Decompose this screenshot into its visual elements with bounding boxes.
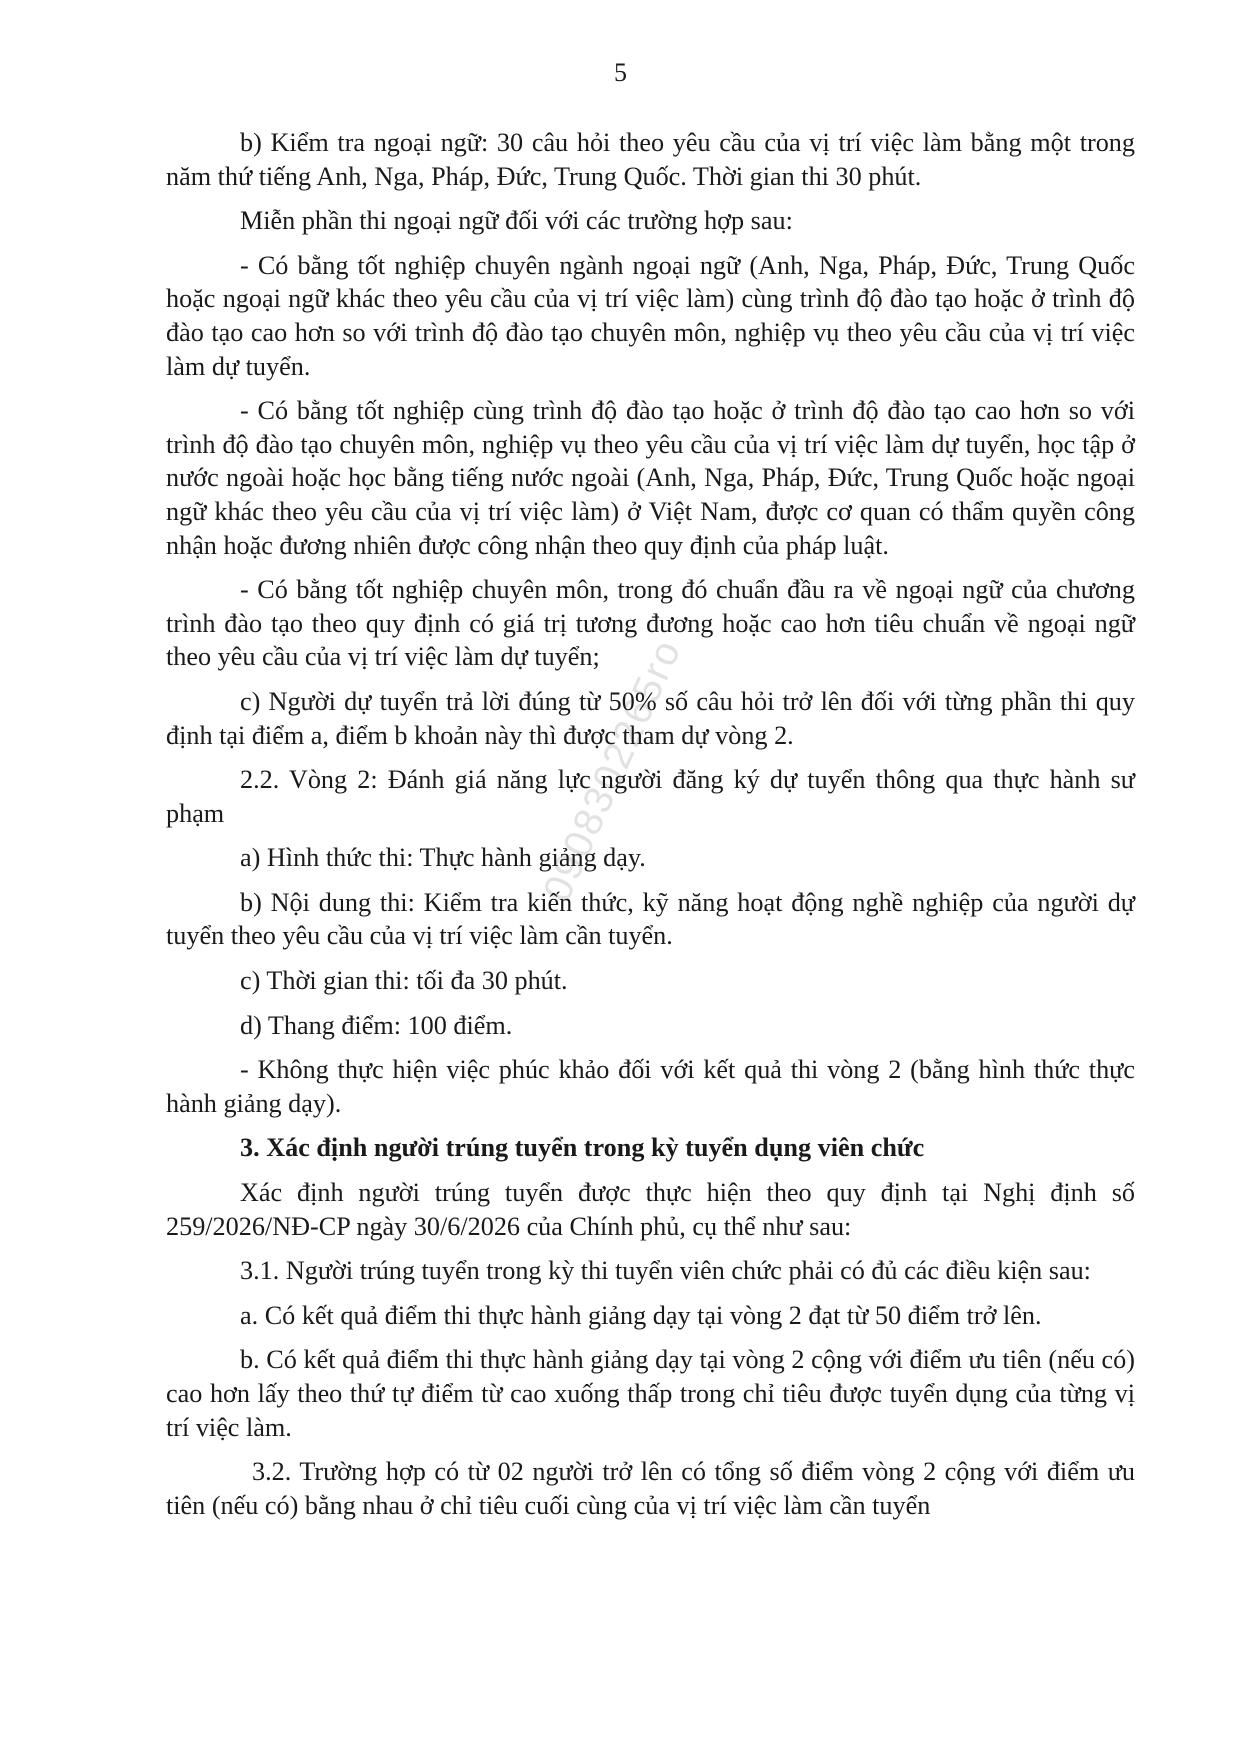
paragraph-3-2: 3.2. Trường hợp có từ 02 người trở lên có tổng số điểm vòng 2 cộng với điểm ưu tiên (nếu có) bằng nhau ở chỉ tiêu cuối cùng của vị trí việc làm cần tuyển: [166, 1457, 1135, 1520]
section-heading-3: 3. Xác định người trúng tuyển trong kỳ tuyển dụng viên chức: [240, 1133, 925, 1163]
paragraph-exam-time: c) Thời gian thi: tối đa 30 phút.: [240, 966, 568, 996]
paragraph-3-1-a: a. Có kết quả điểm thi thực hành giảng dạy tại vòng 2 đạt từ 50 điểm trở lên.: [240, 1300, 1042, 1330]
paragraph-exemption-3: - Có bằng tốt nghiệp chuyên môn, trong đó chuẩn đầu ra về ngoại ngữ của chương trình đào tạo theo quy định có giá trị tương đương hoặc cao hơn tiêu chuẩn về ngoại ngữ theo yêu cầu của vị trí việc làm dự tuyển;: [166, 575, 1135, 672]
paragraph-pass-condition: c) Người dự tuyển trả lời đúng từ 50% số câu hỏi trở lên đối với từng phần thi quy định tại điểm a, điểm b khoản này thì được tham dự vòng 2.: [166, 686, 1135, 750]
paragraph-decree: Xác định người trúng tuyển được thực hiện theo quy định tại Nghị định số 259/2026/NĐ-CP ngày 30/6/2026 của Chính phủ, cụ thể như sau:: [166, 1178, 1135, 1241]
paragraph-score-scale: d) Thang điểm: 100 điểm.: [240, 1010, 513, 1040]
paragraph-no-review: - Không thực hiện việc phúc khảo đối với kết quả thi vòng 2 (bằng hình thức thực hành giảng dạy).: [166, 1055, 1135, 1118]
paragraph-exemption-1: - Có bằng tốt nghiệp chuyên ngành ngoại ngữ (Anh, Nga, Pháp, Đức, Trung Quốc hoặc ngoại ngữ khác theo yêu cầu của vị trí việc làm) cùng trình độ đào tạo hoặc ở trình độ đào tạo cao hơn so với trình độ đào tạo chuyên môn, nghiệp vụ theo yêu cầu của vị trí việc làm dự tuyển.: [166, 250, 1135, 381]
paragraph-3-1: 3.1. Người trúng tuyển trong kỳ thi tuyển viên chức phải có đủ các điều kiện sau:: [240, 1256, 1091, 1286]
page-number: 5: [614, 58, 627, 87]
paragraph-exam-content: b) Nội dung thi: Kiểm tra kiến thức, kỹ năng hoạt động nghề nghiệp của người dự tuyển theo yêu cầu của vị trí việc làm cần tuyển.: [166, 887, 1135, 951]
paragraph-exemption-2: - Có bằng tốt nghiệp cùng trình độ đào tạo hoặc ở trình độ đào tạo cao hơn so với trình độ đào tạo chuyên môn, nghiệp vụ theo yêu cầu của vị trí việc làm dự tuyển, học tập ở nước ngoài hoặc học bằng tiếng nước ngoài (Anh, Nga, Pháp, Đức, Trung Quốc hoặc ngoại ngữ khác theo yêu cầu của vị trí việc làm) ở Việt Nam, được cơ quan có thẩm quyền công nhận hoặc đương nhiên được công nhận theo quy định của pháp luật.: [166, 396, 1135, 560]
document-body: [166, 126, 1135, 1533]
paragraph-exemption-intro: Miễn phần thi ngoại ngữ đối với các trường hợp sau:: [240, 206, 793, 236]
paragraph-3-1-b: b. Có kết quả điểm thi thực hành giảng dạy tại vòng 2 cộng với điểm ưu tiên (nếu có) cao hơn lấy theo thứ tự điểm từ cao xuống thấp trong chỉ tiêu được tuyển dụng của từng vị trí việc làm.: [166, 1345, 1135, 1442]
watermark: 0908302265ro: [535, 632, 690, 908]
paragraph-foreign-language-test: b) Kiểm tra ngoại ngữ: 30 câu hỏi theo yêu cầu của vị trí việc làm bằng một trong năm thứ tiếng Anh, Nga, Pháp, Đức, Trung Quốc. Thời gian thi 30 phút.: [166, 128, 1135, 191]
paragraph-round-2: 2.2. Vòng 2: Đánh giá năng lực người đăng ký dự tuyển thông qua thực hành sư phạm: [166, 765, 1135, 828]
paragraph-exam-form: a) Hình thức thi: Thực hành giảng dạy.: [240, 843, 646, 873]
